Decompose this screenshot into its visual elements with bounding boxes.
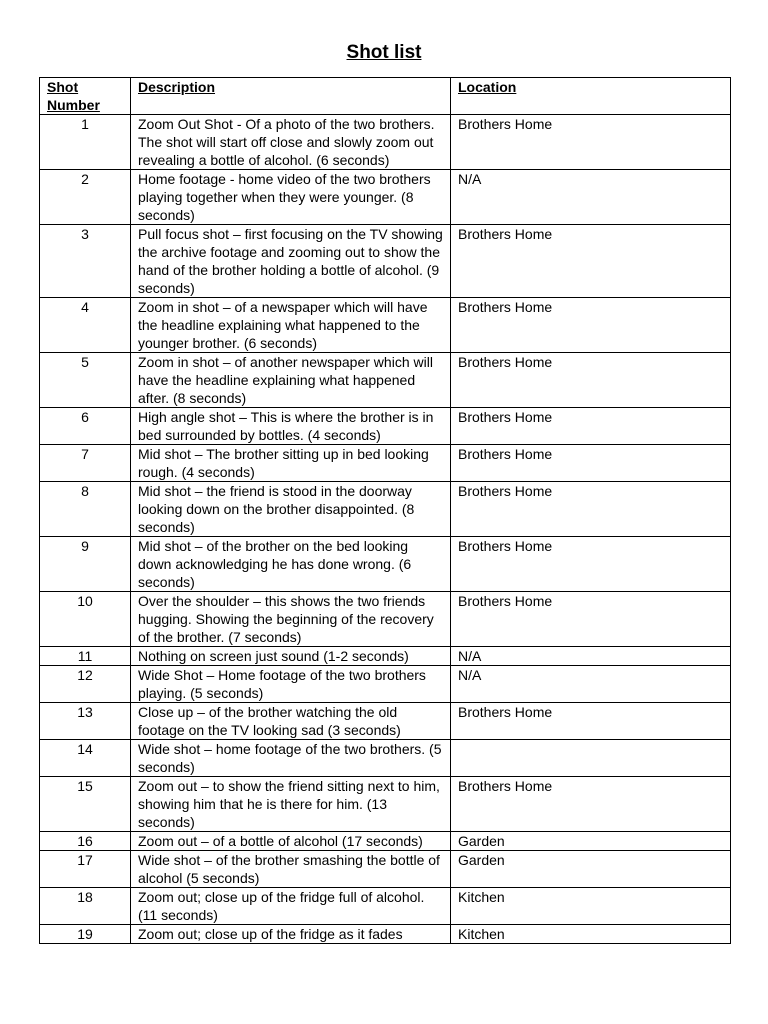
location-cell: Brothers Home <box>451 408 731 445</box>
location-cell: Brothers Home <box>451 225 731 298</box>
shot-number-cell: 18 <box>40 888 131 925</box>
location-cell: N/A <box>451 647 731 666</box>
shot-number-cell: 11 <box>40 647 131 666</box>
location-cell: Garden <box>451 851 731 888</box>
description-cell: Zoom in shot – of a newspaper which will have the headline explaining what happened to the younger brother. (6 seconds) <box>131 298 451 353</box>
table-row <box>40 851 731 888</box>
description-cell: Wide Shot – Home footage of the two brothers playing. (5 seconds) <box>131 666 451 703</box>
description-cell: Zoom out – of a bottle of alcohol (17 seconds) <box>131 832 451 851</box>
table-row <box>40 888 731 925</box>
table-row <box>40 537 731 592</box>
location-cell <box>451 740 731 777</box>
table-row <box>40 225 731 298</box>
description-cell: Close up – of the brother watching the old footage on the TV looking sad (3 seconds) <box>131 703 451 740</box>
description-cell: Zoom in shot – of another newspaper which will have the headline explaining what happened after. (8 seconds) <box>131 353 451 408</box>
table-row <box>40 777 731 832</box>
shot-number-cell: 5 <box>40 353 131 408</box>
location-cell: Brothers Home <box>451 777 731 832</box>
shot-number-cell: 14 <box>40 740 131 777</box>
table-row <box>40 703 731 740</box>
shot-number-cell: 2 <box>40 170 131 225</box>
description-cell: Mid shot – the friend is stood in the doorway looking down on the brother disappointed. (8 seconds) <box>131 482 451 537</box>
table-row <box>40 298 731 353</box>
shot-number-cell: 3 <box>40 225 131 298</box>
location-cell: Brothers Home <box>451 537 731 592</box>
table-row <box>40 592 731 647</box>
location-cell: Brothers Home <box>451 353 731 408</box>
location-cell: Brothers Home <box>451 592 731 647</box>
location-cell: Brothers Home <box>451 115 731 170</box>
shot-list-table <box>39 77 731 944</box>
description-cell: Over the shoulder – this shows the two friends hugging. Showing the beginning of the recovery of the brother. (7 seconds) <box>131 592 451 647</box>
shot-number-cell: 6 <box>40 408 131 445</box>
shot-number-cell: 15 <box>40 777 131 832</box>
table-row <box>40 832 731 851</box>
location-cell: Brothers Home <box>451 482 731 537</box>
shot-number-cell: 7 <box>40 445 131 482</box>
description-cell: Pull focus shot – first focusing on the TV showing the archive footage and zooming out to show the hand of the brother holding a bottle of alcohol. (9 seconds) <box>131 225 451 298</box>
table-row <box>40 666 731 703</box>
description-cell: Zoom out – to show the friend sitting next to him, showing him that he is there for him. (13 seconds) <box>131 777 451 832</box>
location-cell: Brothers Home <box>451 445 731 482</box>
description-cell: Mid shot – The brother sitting up in bed looking rough. (4 seconds) <box>131 445 451 482</box>
description-cell: High angle shot – This is where the brother is in bed surrounded by bottles. (4 seconds) <box>131 408 451 445</box>
table-row <box>40 408 731 445</box>
shot-number-cell: 19 <box>40 925 131 944</box>
table-row <box>40 482 731 537</box>
location-cell: Kitchen <box>451 925 731 944</box>
shot-number-cell: 9 <box>40 537 131 592</box>
description-cell: Zoom Out Shot - Of a photo of the two brothers. The shot will start off close and slowly zoom out revealing a bottle of alcohol. (6 seconds) <box>131 115 451 170</box>
table-row <box>40 170 731 225</box>
header-description: Description <box>131 78 451 115</box>
shot-number-cell: 17 <box>40 851 131 888</box>
description-cell: Mid shot – of the brother on the bed looking down acknowledging he has done wrong. (6 seconds) <box>131 537 451 592</box>
shot-number-cell: 1 <box>40 115 131 170</box>
description-cell: Wide shot – home footage of the two brothers. (5 seconds) <box>131 740 451 777</box>
table-header-row <box>40 78 731 115</box>
table-row <box>40 740 731 777</box>
description-cell: Zoom out; close up of the fridge full of alcohol. (11 seconds) <box>131 888 451 925</box>
table-row <box>40 115 731 170</box>
page-title: Shot list <box>346 42 422 63</box>
description-cell: Wide shot – of the brother smashing the bottle of alcohol (5 seconds) <box>131 851 451 888</box>
shot-number-cell: 16 <box>40 832 131 851</box>
shot-number-cell: 8 <box>40 482 131 537</box>
location-cell: Garden <box>451 832 731 851</box>
shot-number-cell: 4 <box>40 298 131 353</box>
location-cell: N/A <box>451 170 731 225</box>
header-location: Location <box>451 78 731 115</box>
description-cell: Home footage - home video of the two brothers playing together when they were younger. (8 seconds) <box>131 170 451 225</box>
location-cell: Kitchen <box>451 888 731 925</box>
header-shot-number: Shot Number <box>40 78 131 115</box>
table-row <box>40 647 731 666</box>
table-row <box>40 925 731 944</box>
location-cell: Brothers Home <box>451 298 731 353</box>
table-row <box>40 353 731 408</box>
location-cell: Brothers Home <box>451 703 731 740</box>
shot-number-cell: 13 <box>40 703 131 740</box>
description-cell: Zoom out; close up of the fridge as it fades <box>131 925 451 944</box>
description-cell: Nothing on screen just sound (1-2 seconds) <box>131 647 451 666</box>
shot-number-cell: 10 <box>40 592 131 647</box>
location-cell: N/A <box>451 666 731 703</box>
table-row <box>40 445 731 482</box>
shot-number-cell: 12 <box>40 666 131 703</box>
